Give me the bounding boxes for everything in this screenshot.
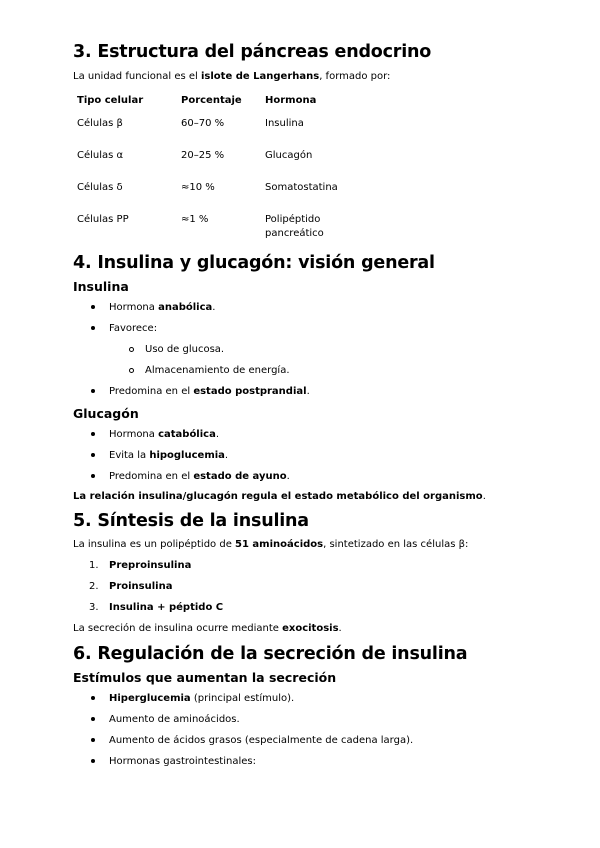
table-cell: Insulina (265, 118, 304, 129)
list-item: Hormonas gastrointestinales: (73, 751, 553, 772)
section-5-title: 5. Síntesis de la insulina (73, 511, 309, 531)
list-item: Predomina en el estado postprandial. (73, 381, 553, 402)
list-item: Hormona anabólica. (73, 297, 553, 318)
section-4-title: 4. Insulina y glucagón: visión general (73, 253, 435, 273)
table-row (73, 181, 379, 213)
stimuli-subtitle: Estímulos que aumentan la secreción (73, 670, 337, 685)
table-cell: Células β (77, 118, 123, 129)
list-item: Hormona catabólica. (73, 424, 553, 445)
cell-type-table (73, 93, 379, 249)
synthesis-steps (73, 555, 553, 618)
stimuli-list (73, 688, 553, 772)
list-item: Aumento de ácidos grasos (especialmente de cadena larga). (73, 730, 553, 751)
table-cell: Polipéptido pancreático (265, 214, 324, 239)
table-header: Hormona (265, 95, 317, 106)
list-item: Evita la hipoglucemia. (73, 445, 553, 466)
table-cell: Células δ (77, 182, 123, 193)
insulina-list-cont (73, 381, 553, 402)
list-item: Hiperglucemia (principal estímulo). (73, 688, 553, 709)
section-3-intro: La unidad funcional es el islote de Langerhans, formado por: (73, 71, 391, 82)
step-number: 2. (89, 581, 99, 592)
table-cell: Células α (77, 150, 124, 161)
list-item: Predomina en el estado de ayuno. (73, 466, 553, 487)
section-5-outro: La secreción de insulina ocurre mediante exocitosis. (73, 623, 342, 634)
table-row (73, 117, 379, 149)
document-page (73, 38, 553, 772)
table-cell: Glucagón (265, 150, 313, 161)
table-cell: ≈1 % (181, 214, 209, 225)
glucagon-list (73, 424, 553, 487)
section-6-title: 6. Regulación de la secreción de insulina (73, 644, 468, 664)
step-number: 1. (89, 560, 99, 571)
table-cell: 60–70 % (181, 118, 225, 129)
list-item: 3. Insulina + péptido C (73, 597, 553, 618)
table-cell: Somatostatina (265, 182, 338, 193)
insulina-subtitle: Insulina (73, 279, 129, 294)
table-row (73, 149, 379, 181)
list-item: Almacenamiento de energía. (73, 360, 553, 381)
list-item: Uso de glucosa. (73, 339, 553, 360)
section-5-intro: La insulina es un polipéptido de 51 aminoácidos, sintetizado en las células β: (73, 539, 469, 550)
step-number: 3. (89, 602, 99, 613)
list-item: 1. Preproinsulina (73, 555, 553, 576)
list-item: Aumento de aminoácidos. (73, 709, 553, 730)
table-cell: Células PP (77, 214, 129, 225)
table-header-row (73, 93, 379, 117)
glucagon-subtitle: Glucagón (73, 406, 139, 421)
list-item: 2. Proinsulina (73, 576, 553, 597)
favorece-sublist (73, 339, 553, 381)
section-4-conclusion: La relación insulina/glucagón regula el estado metabólico del organismo. (73, 491, 486, 502)
section-3-title: 3. Estructura del páncreas endocrino (73, 42, 432, 62)
table-row (73, 213, 379, 249)
table-cell: 20–25 % (181, 150, 225, 161)
table-header: Tipo celular (77, 95, 144, 106)
insulina-list (73, 297, 553, 339)
table-cell: ≈10 % (181, 182, 215, 193)
table-header: Porcentaje (181, 95, 242, 106)
list-item: Favorece: (73, 318, 553, 339)
